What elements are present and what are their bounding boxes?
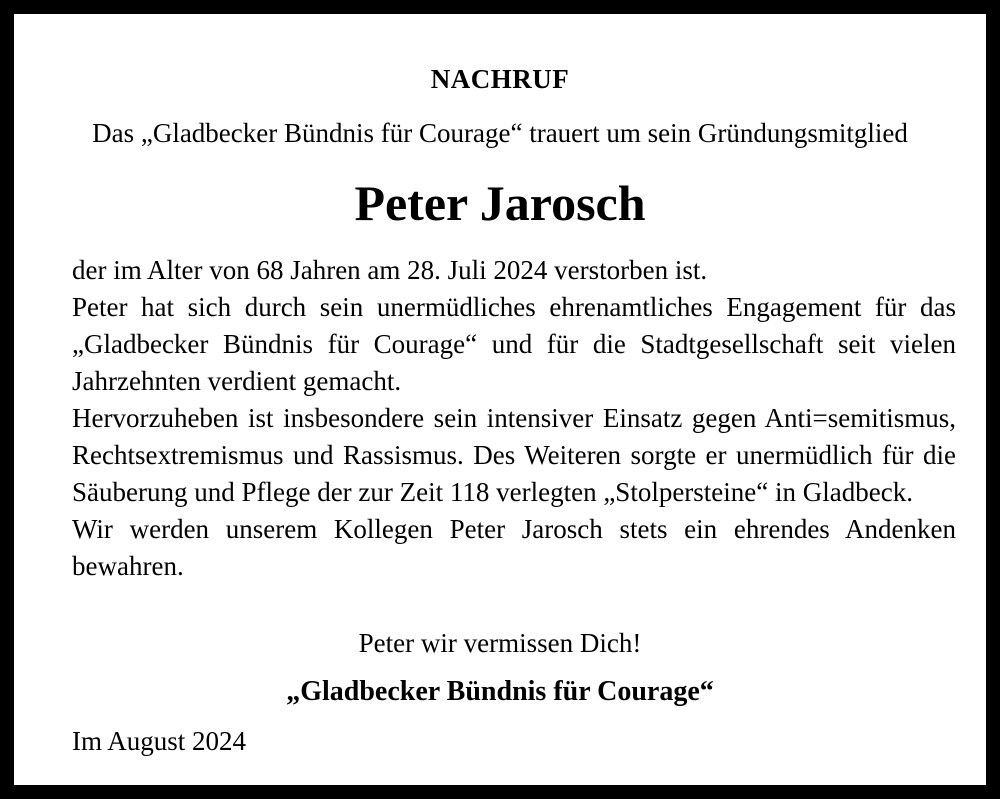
organization-signature: „Gladbecker Bündnis für Courage“ bbox=[286, 676, 714, 707]
notice-date: Im August 2024 bbox=[72, 726, 247, 756]
notice-heading: NACHRUF bbox=[430, 64, 570, 94]
body-paragraph-engagement: Peter hat sich durch sein unermüdliches ehrenamtliches Engagement für das „Gladbecker Bündnis für Courage“ und für die Stadtgesellschaft seit vielen Jahrzehnten verdient gemacht. bbox=[72, 292, 956, 396]
notice-body bbox=[72, 252, 956, 585]
body-paragraph-death: der im Alter von 68 Jahren am 28. Juli 2024 verstorben ist. bbox=[72, 255, 708, 285]
body-paragraph-highlight: Hervorzuheben ist insbesondere sein intensiver Einsatz gegen Anti=semitismus, Rechtsextremismus und Rassismus. Des Weiteren sorgte er unermüdlich für die Säuberung und Pflege der zur Zeit 118 verlegten „Stolpersteine“ in Gladbeck. bbox=[72, 403, 956, 507]
deceased-name: Peter Jarosch bbox=[354, 175, 646, 231]
closing-line: Peter wir vermissen Dich! bbox=[358, 628, 642, 658]
body-paragraph-remembrance: Wir werden unserem Kollegen Peter Jarosch stets ein ehrendes Andenken bewahren. bbox=[72, 514, 956, 581]
notice-intro: Das „Gladbecker Bündnis für Courage“ trauert um sein Gründungsmitglied bbox=[92, 118, 908, 148]
